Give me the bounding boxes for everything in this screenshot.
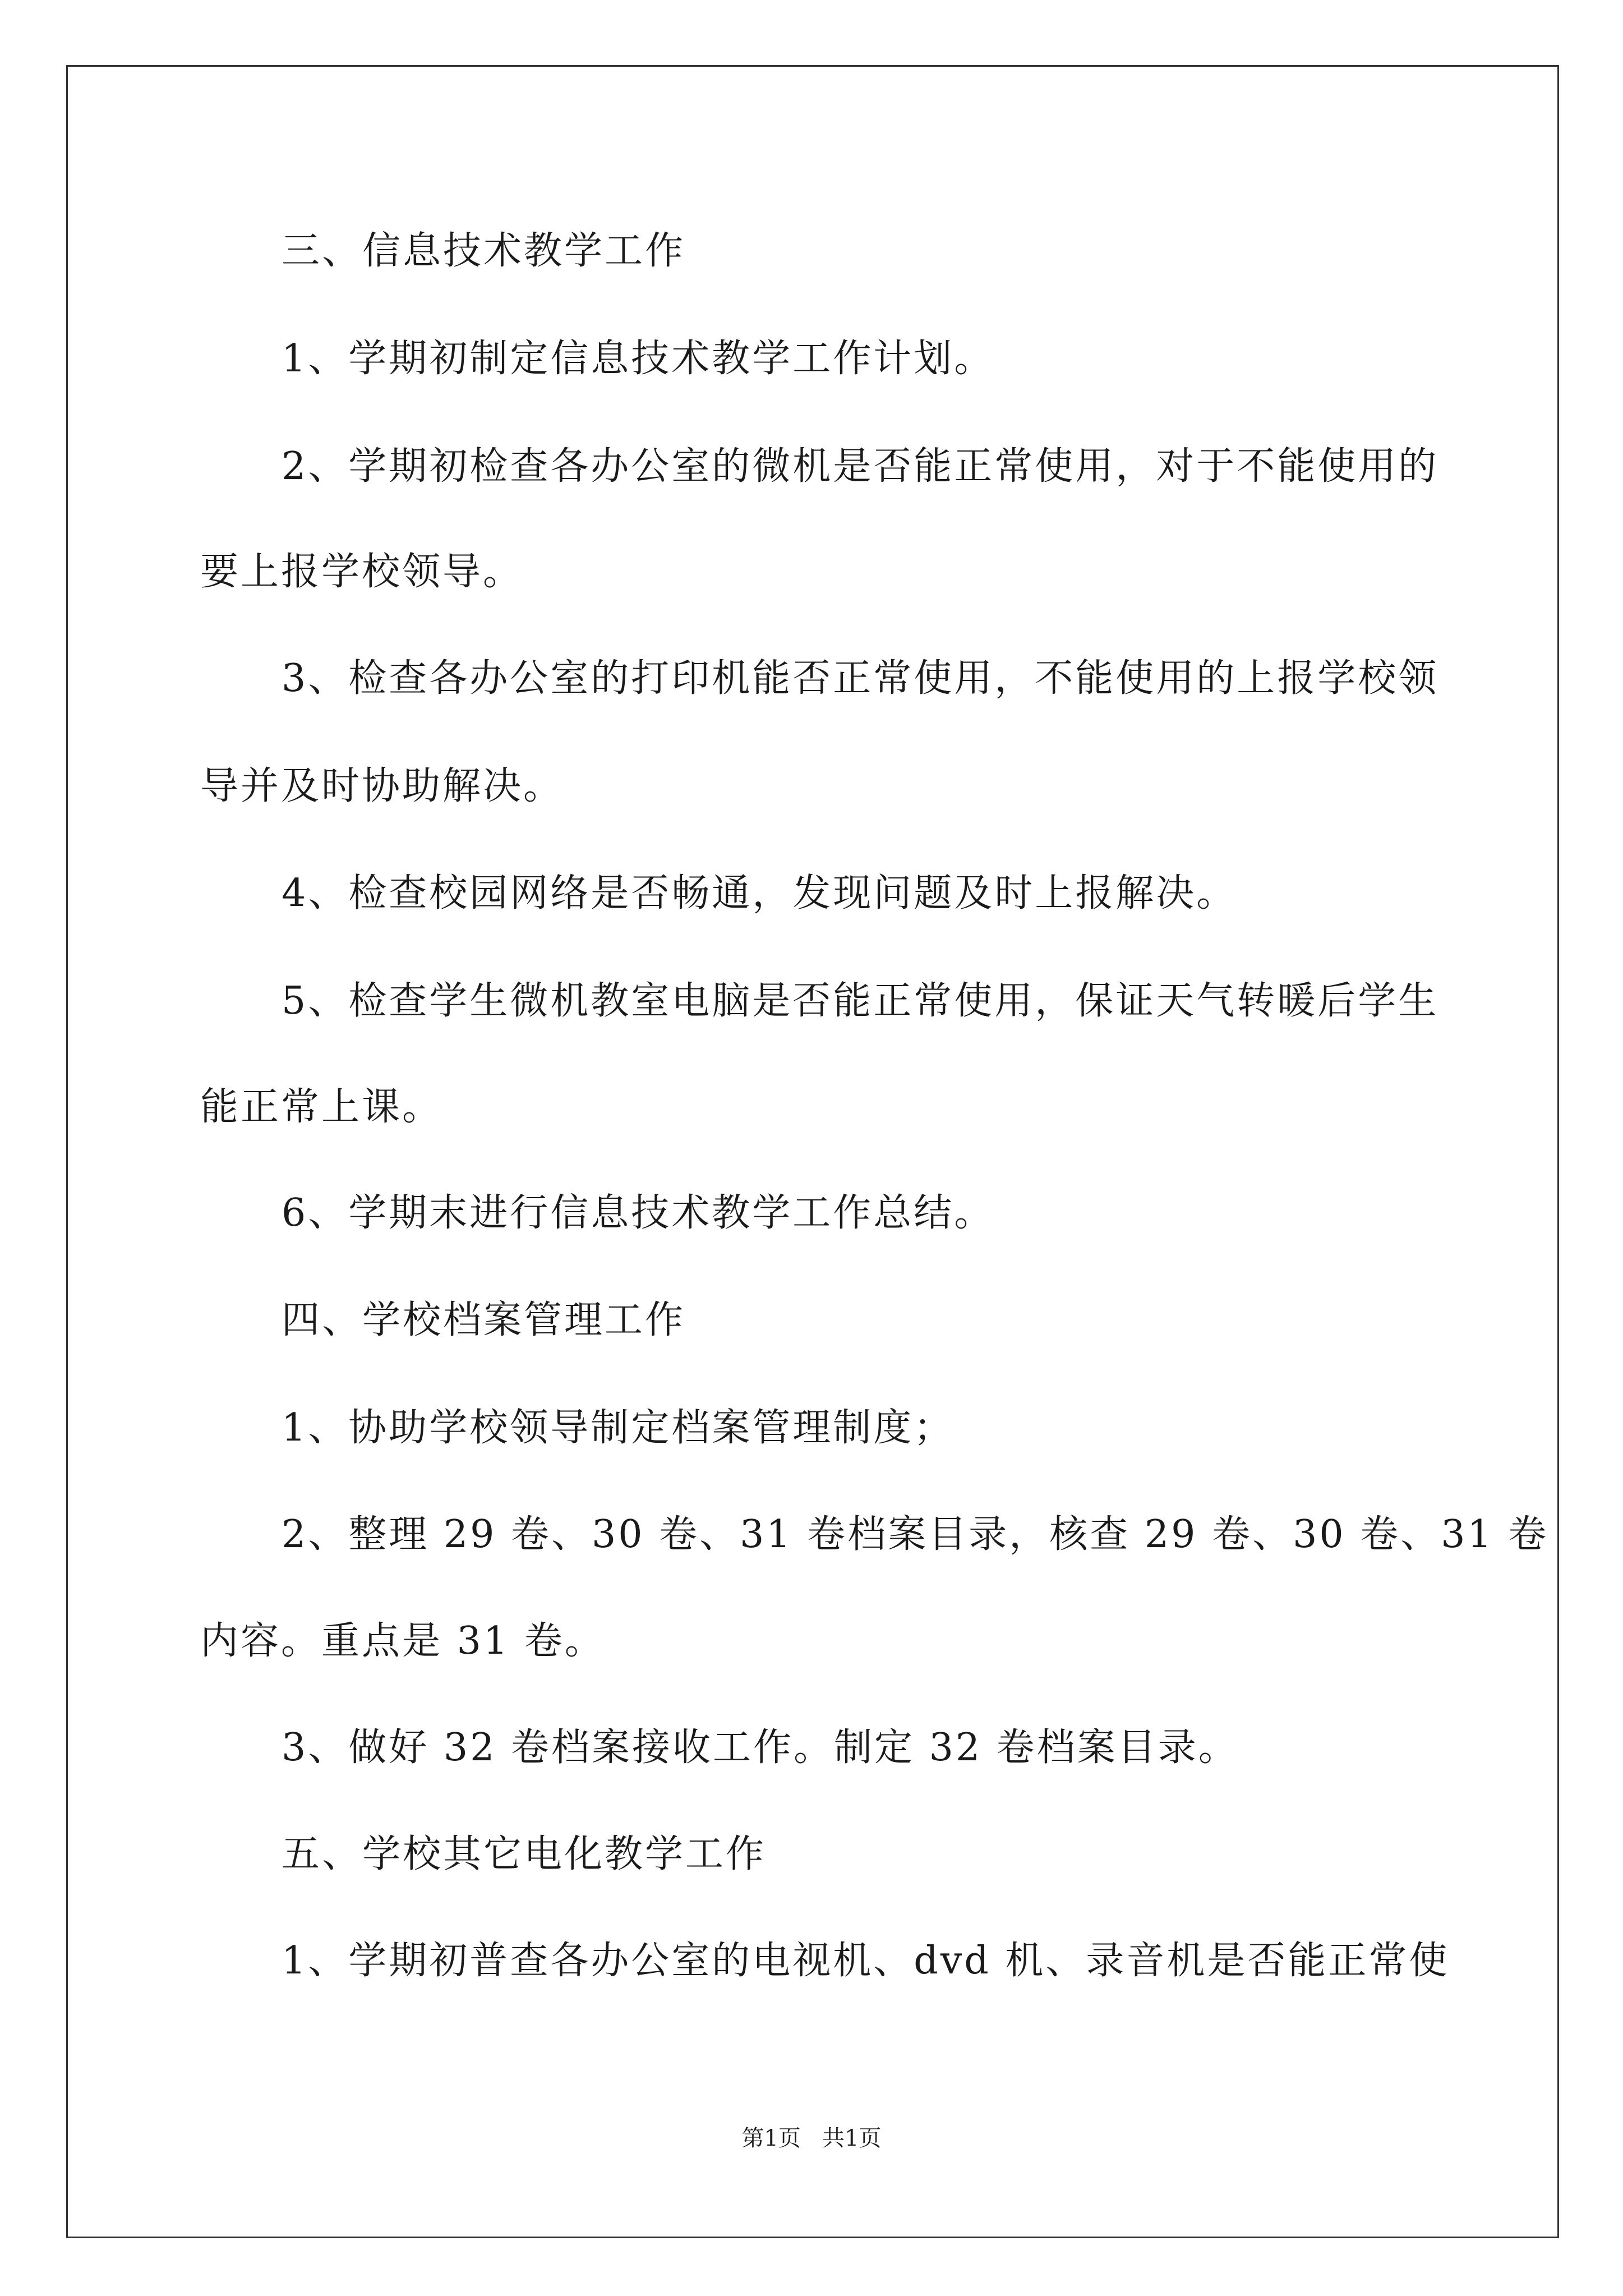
paragraph-line: 5、检查学生微机教室电脑是否能正常使用，保证天气转暖后学生 — [282, 979, 1439, 1023]
paragraph-line: 能正常上课。 — [200, 1085, 443, 1129]
paragraph-line: 6、学期末进行信息技术教学工作总结。 — [282, 1191, 995, 1235]
paragraph-line: 内容。重点是 31 卷。 — [200, 1619, 605, 1663]
page-border — [66, 65, 1559, 2238]
paragraph-line: 2、学期初检查各办公室的微机是否能正常使用，对于不能使用的 — [282, 444, 1439, 489]
paragraph-line: 1、学期初普查各办公室的电视机、dvd 机、录音机是否能正常使 — [282, 1939, 1450, 1983]
paragraph-line: 要上报学校领导。 — [200, 550, 524, 594]
paragraph-line: 1、学期初制定信息技术教学工作计划。 — [282, 337, 995, 381]
paragraph-line: 4、检查校园网络是否畅通，发现问题及时上报解决。 — [282, 871, 1237, 915]
paragraph-line: 3、检查各办公室的打印机能否正常使用，不能使用的上报学校领 — [282, 656, 1439, 701]
paragraph-line: 1、协助学校领导制定档案管理制度； — [282, 1406, 955, 1450]
page-footer: 第1页 共1页 — [741, 2125, 882, 2151]
section-heading: 五、学校其它电化教学工作 — [282, 1832, 767, 1876]
paragraph-line: 导并及时协助解决。 — [200, 764, 564, 808]
paragraph-line: 3、做好 32 卷档案接收工作。制定 32 卷档案目录。 — [282, 1726, 1239, 1770]
section-heading: 三、信息技术教学工作 — [282, 229, 686, 273]
paragraph-line: 2、整理 29 卷、30 卷、31 卷档案目录，核查 29 卷、30 卷、31 卷 — [282, 1512, 1549, 1557]
section-heading: 四、学校档案管理工作 — [282, 1298, 686, 1342]
